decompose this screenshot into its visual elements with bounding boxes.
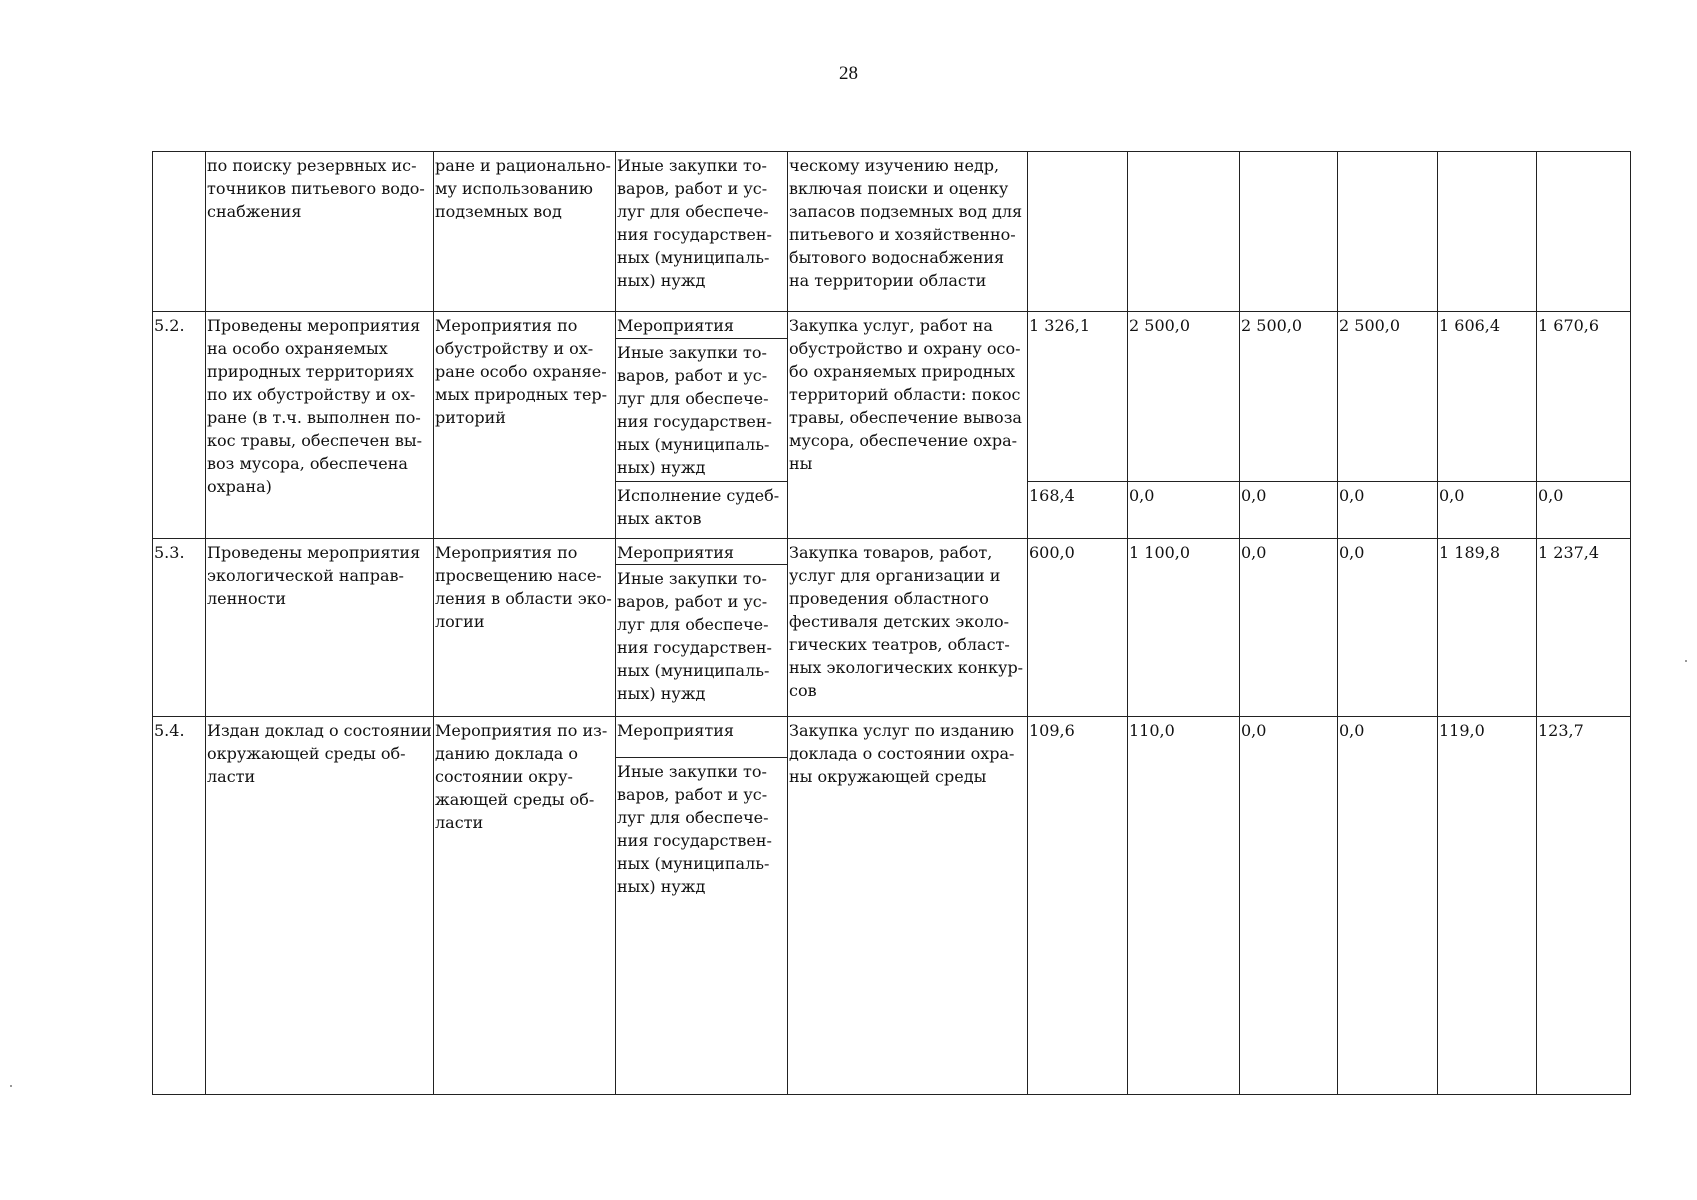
table-row-5-3 <box>153 538 1631 564</box>
cell-value: 1 100,0 <box>1128 538 1240 717</box>
cell-value: 123,7 <box>1537 717 1631 1095</box>
cell-value: 2 500,0 <box>1240 312 1338 482</box>
cell-result: Издан доклад о состоянии окружающей среды об- ласти <box>206 717 434 1095</box>
cell-result: Проведены мероприятия на особо охраняемых природных территориях по их обустройству и ох- ране (в т.ч. выполнен по- кос травы, обеспечен вы- воз мусора, обеспечена охрана) <box>206 312 434 538</box>
cell-direction-top: Мероприятия <box>616 717 788 758</box>
cell-number <box>153 152 206 312</box>
cell-value: 119,0 <box>1438 717 1537 1095</box>
page-number: 28 <box>839 63 858 84</box>
cell-value: 0,0 <box>1537 481 1631 538</box>
cell-direction-top: Мероприятия <box>616 312 788 338</box>
cell-value <box>1438 152 1537 312</box>
cell-result: по поиску резервных ис- точников питьевого водо- снабжения <box>206 152 434 312</box>
cell-value: 0,0 <box>1438 481 1537 538</box>
cell-value: 0,0 <box>1240 538 1338 717</box>
scan-dot <box>1685 660 1687 662</box>
cell-value: 2 500,0 <box>1128 312 1240 482</box>
cell-value: 1 326,1 <box>1028 312 1128 482</box>
cell-value: 1 237,4 <box>1537 538 1631 717</box>
table-row-continuation <box>153 152 1631 312</box>
cell-result: Проведены мероприятия экологической направ- ленности <box>206 538 434 717</box>
cell-direction-sub: Иные закупки то- варов, работ и ус- луг для обеспече- ния государствен- ных (муниципаль- ных) нужд <box>616 757 788 1094</box>
cell-value: 2 500,0 <box>1338 312 1438 482</box>
cell-value: 0,0 <box>1240 717 1338 1095</box>
cell-direction-court: Исполнение судеб- ных актов <box>616 481 788 538</box>
cell-value: 0,0 <box>1338 717 1438 1095</box>
cell-event: Мероприятия по из- данию доклада о состоянии окру- жающей среды об- ласти <box>434 717 616 1095</box>
cell-direction-top: Мероприятия <box>616 538 788 564</box>
cell-value: 110,0 <box>1128 717 1240 1095</box>
cell-expense: Закупка услуг по изданию доклада о состоянии охра- ны окружающей среды <box>788 717 1028 1095</box>
cell-value <box>1537 152 1631 312</box>
cell-expense: Закупка услуг, работ на обустройство и охрану осо- бо охраняемых природных территорий области: покос травы, обеспечение вывоза мусора, обеспечение охра- ны <box>788 312 1028 538</box>
cell-value: 600,0 <box>1028 538 1128 717</box>
cell-value: 0,0 <box>1128 481 1240 538</box>
cell-value: 1 189,8 <box>1438 538 1537 717</box>
cell-value: 0,0 <box>1240 481 1338 538</box>
cell-number: 5.2. <box>153 312 206 538</box>
cell-expense: ческому изучению недр, включая поиски и оценку запасов подземных вод для питьевого и хозяйственно- бытового водоснабжения на территории области <box>788 152 1028 312</box>
cell-value <box>1240 152 1338 312</box>
program-activities-table <box>152 151 1631 1095</box>
cell-number: 5.4. <box>153 717 206 1095</box>
cell-value <box>1338 152 1438 312</box>
cell-value <box>1128 152 1240 312</box>
cell-value: 168,4 <box>1028 481 1128 538</box>
cell-value <box>1028 152 1128 312</box>
table-row-5-4 <box>153 717 1631 758</box>
table-row-5-2 <box>153 312 1631 338</box>
cell-event: Мероприятия по просвещению насе- ления в области эко- логии <box>434 538 616 717</box>
cell-direction: Иные закупки то- варов, работ и ус- луг для обеспече- ния государствен- ных (муниципаль- ных) нужд <box>616 152 788 312</box>
cell-expense: Закупка товаров, работ, услуг для организации и проведения областного фестиваля детских эколо- гических театров, област- ных экологических конкур- сов <box>788 538 1028 717</box>
cell-number: 5.3. <box>153 538 206 717</box>
cell-value: 0,0 <box>1338 538 1438 717</box>
cell-value: 1 606,4 <box>1438 312 1537 482</box>
cell-value: 1 670,6 <box>1537 312 1631 482</box>
cell-direction-sub: Иные закупки то- варов, работ и ус- луг для обеспече- ния государствен- ных (муниципаль- ных) нужд <box>616 565 788 717</box>
cell-event: Мероприятия по обустройству и ох- ране особо охраняе- мых природных тер- риторий <box>434 312 616 538</box>
cell-event: ране и рационально- му использованию подземных вод <box>434 152 616 312</box>
cell-value: 109,6 <box>1028 717 1128 1095</box>
cell-value: 0,0 <box>1338 481 1438 538</box>
cell-direction-sub: Иные закупки то- варов, работ и ус- луг для обеспече- ния государствен- ных (муниципаль- ных) нужд <box>616 338 788 481</box>
scan-dot <box>10 1085 12 1087</box>
